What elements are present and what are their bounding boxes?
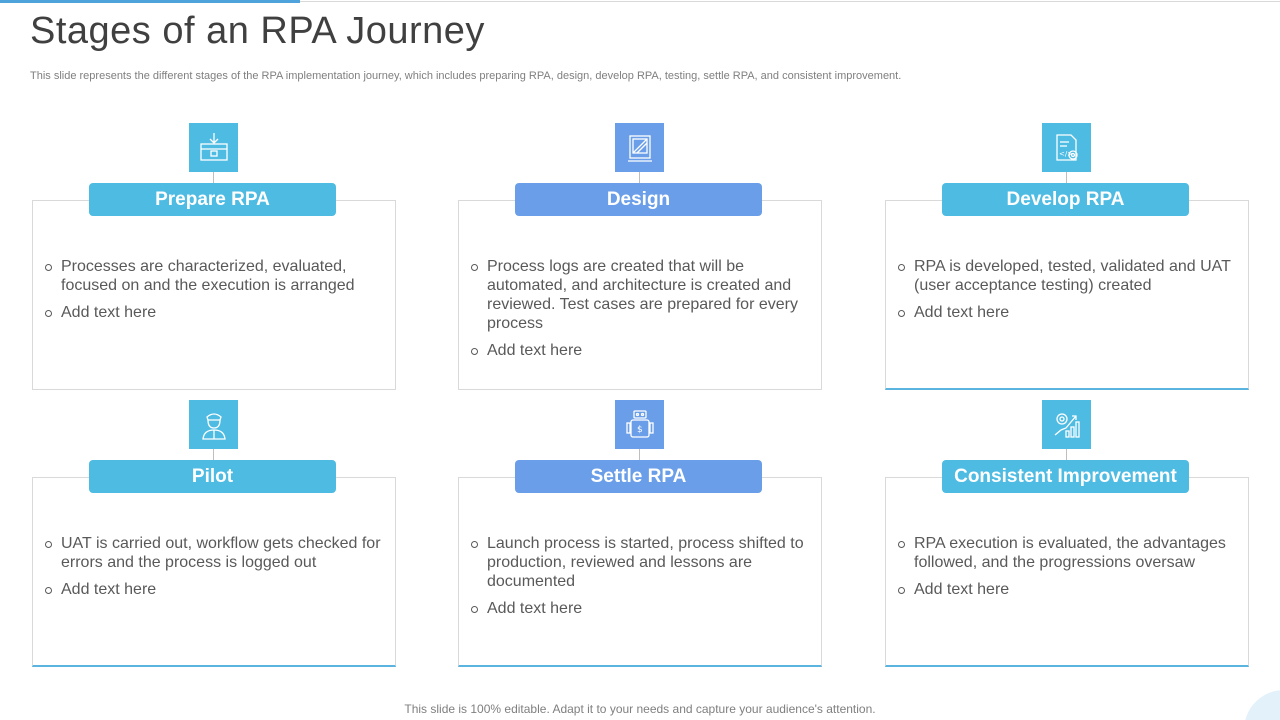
bullet-list (896, 534, 1236, 607)
stage-prepare-rpa (32, 123, 396, 393)
bullet-marker (471, 348, 478, 355)
bullet-item (896, 580, 1236, 599)
bullet-text: Add text here (61, 581, 157, 598)
bullet-item (469, 257, 809, 333)
bullet-list (469, 534, 809, 626)
bullet-text: Add text here (914, 581, 1010, 598)
bullet-marker (898, 310, 905, 317)
bullet-item (43, 257, 383, 295)
bullet-text: Add text here (487, 342, 583, 359)
bullet-list (43, 257, 383, 330)
bullet-text: UAT is carried out, workflow gets checked for errors and the process is logged out (61, 535, 381, 571)
bullet-text: Processes are characterized, evaluated, focused on and the execution is arranged (61, 258, 355, 294)
bullet-item (469, 534, 809, 591)
page-title: Stages of an RPA Journey (30, 10, 485, 52)
top-divider (300, 1, 1280, 2)
bullet-item (896, 303, 1236, 322)
bullet-marker (45, 310, 52, 317)
bullet-marker (45, 541, 52, 548)
bullet-marker (898, 587, 905, 594)
document-gear-icon (1042, 123, 1091, 172)
pilot-icon (189, 400, 238, 449)
stage-label: Design (515, 183, 762, 216)
growth-chart-gear-icon (1042, 400, 1091, 449)
stage-consistent-improvement (885, 400, 1249, 670)
bullet-marker (471, 606, 478, 613)
top-accent-bar (0, 0, 300, 3)
bullet-item (896, 534, 1236, 572)
bullet-text: Add text here (487, 600, 583, 617)
bullet-item (43, 534, 383, 572)
bullet-text: RPA is developed, tested, validated and UAT (user acceptance testing) created (914, 258, 1231, 294)
page-subtitle: This slide represents the different stages of the RPA implementation journey, which includes preparing RPA, design, develop RPA, testing, settle RPA, and consistent improvement. (30, 70, 902, 82)
bullet-item (469, 599, 809, 618)
stage-settle-rpa (458, 400, 822, 670)
stage-label: Settle RPA (515, 460, 762, 493)
robot-icon (615, 400, 664, 449)
blueprint-icon (615, 123, 664, 172)
svg-text:</>: </> (1058, 149, 1073, 158)
bullet-text: Launch process is started, process shifted to production, reviewed and lessons are documented (487, 535, 804, 590)
stage-label: Develop RPA (942, 183, 1189, 216)
stage-pilot (32, 400, 396, 670)
stage-design (458, 123, 822, 393)
bullet-list (896, 257, 1236, 330)
bullet-text: RPA execution is evaluated, the advantages followed, and the progressions oversaw (914, 535, 1226, 571)
bullet-item (43, 303, 383, 322)
bullet-list (43, 534, 383, 607)
bullet-item (469, 341, 809, 360)
stage-label: Prepare RPA (89, 183, 336, 216)
bullet-marker (471, 264, 478, 271)
bullet-item (43, 580, 383, 599)
bullet-marker (898, 541, 905, 548)
bullet-text: Add text here (914, 304, 1010, 321)
package-icon (189, 123, 238, 172)
stage-label: Consistent Improvement (942, 460, 1189, 493)
bullet-item (896, 257, 1236, 295)
bullet-marker (898, 264, 905, 271)
bullet-marker (45, 264, 52, 271)
bullet-text: Add text here (61, 304, 157, 321)
bullet-marker (471, 541, 478, 548)
stage-develop-rpa (885, 123, 1249, 393)
stage-label: Pilot (89, 460, 336, 493)
bullet-marker (45, 587, 52, 594)
bullet-text: Process logs are created that will be automated, and architecture is created and reviewed. Test cases are prepared for every process (487, 258, 798, 332)
footer-note: This slide is 100% editable. Adapt it to your needs and capture your audience's attention. (404, 702, 876, 716)
svg-text:$: $ (636, 424, 643, 435)
bullet-list (469, 257, 809, 368)
